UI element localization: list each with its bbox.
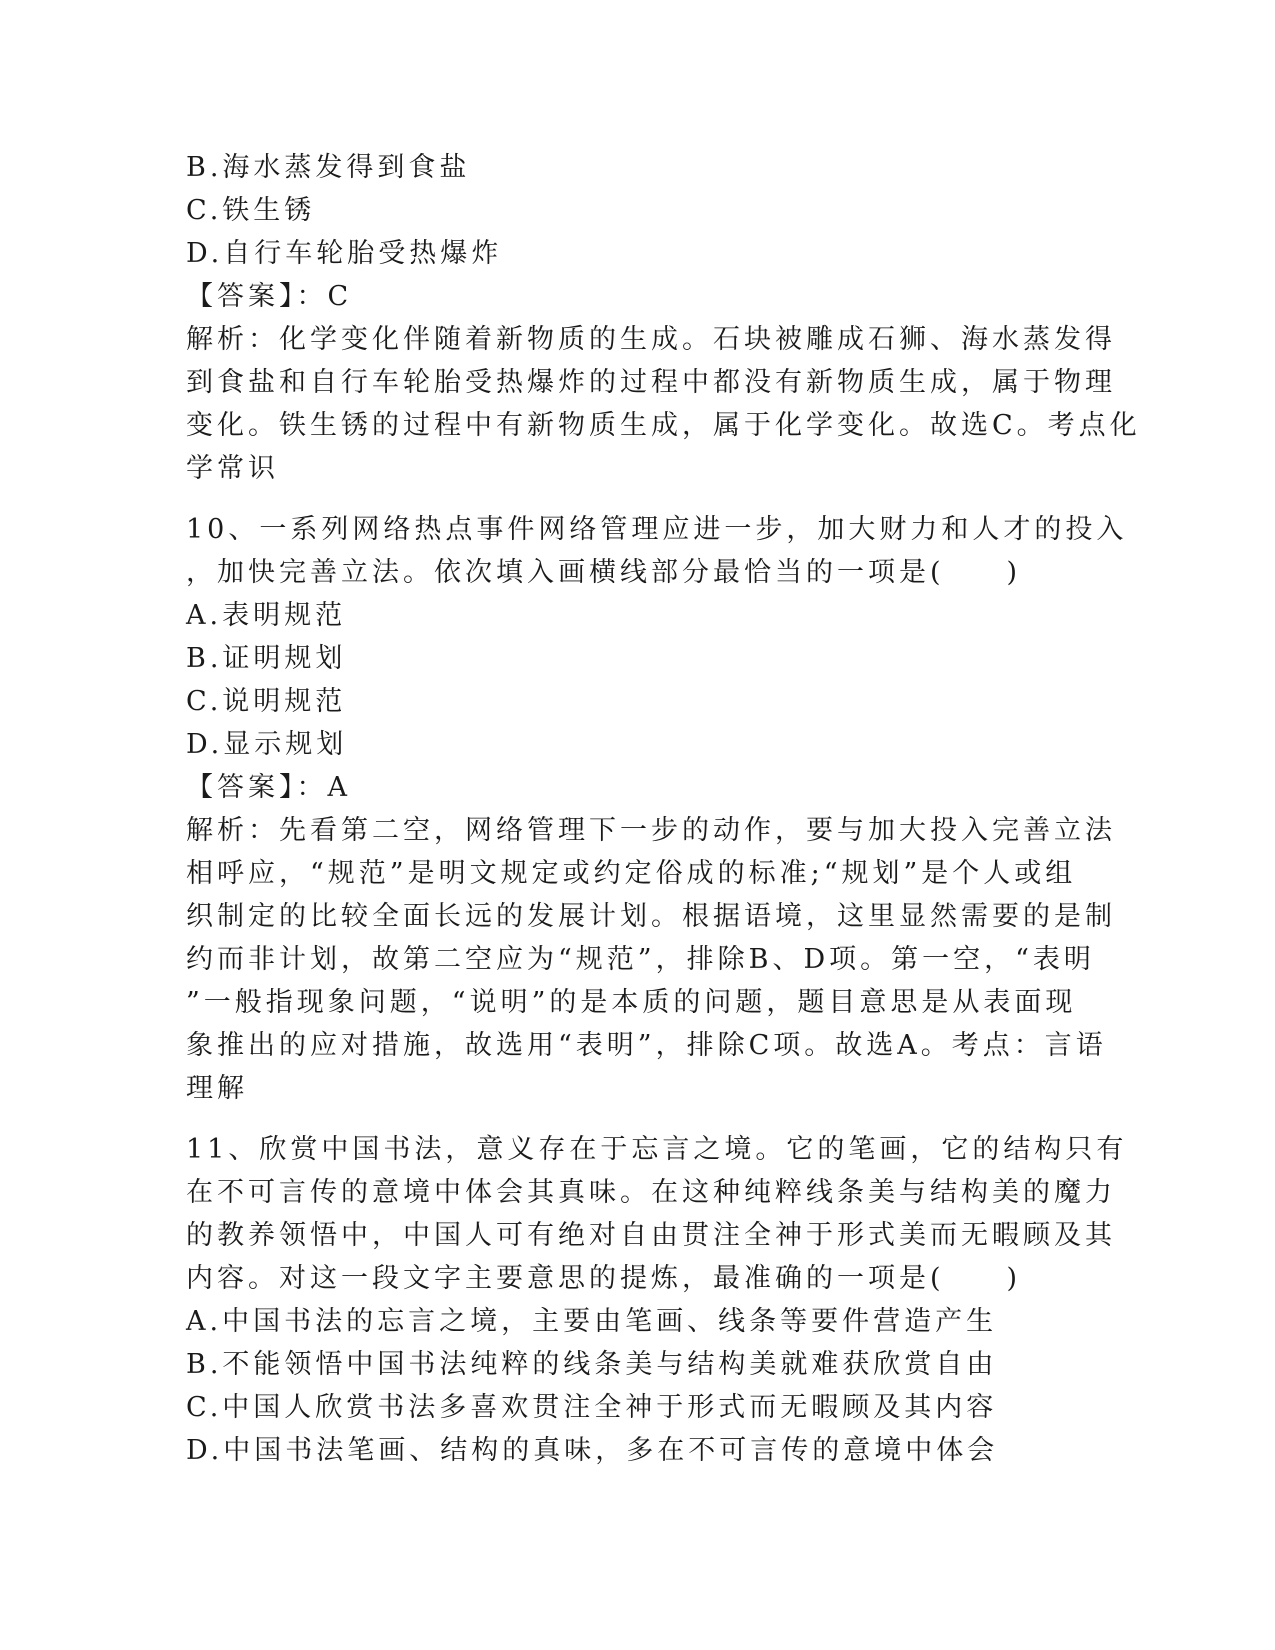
- q10-explanation-line: 理解: [186, 1073, 248, 1104]
- q9-option-d: D.自行车轮胎受热爆炸: [186, 238, 503, 269]
- q10-explanation-line: 约而非计划，故第二空应为“规范”，排除B、D项。第一空，“表明: [186, 944, 1095, 975]
- q9-option-c: C.铁生锈: [186, 195, 316, 226]
- q10-stem-line: 10、一系列网络热点事件网络管理应进一步，加大财力和人才的投入: [186, 514, 1128, 545]
- q11-option-a: A.中国书法的忘言之境，主要由笔画、线条等要件营造产生: [186, 1306, 998, 1337]
- q9-answer: 【答案】：C: [186, 281, 353, 312]
- question-spacer: [186, 1110, 1086, 1128]
- q9-option-b: B.海水蒸发得到食盐: [186, 152, 471, 183]
- q10-explanation-line: 相呼应，“规范”是明文规定或约定俗成的标准;“规划”是个人或组: [186, 858, 1077, 889]
- q9-explanation-line: 变化。铁生锈的过程中有新物质生成，属于化学变化。故选C。考点化: [186, 410, 1141, 441]
- q10-explanation-line: 解析：先看第二空，网络管理下一步的动作，要与加大投入完善立法: [186, 815, 1116, 846]
- q10-explanation-line: ”一般指现象问题，“说明”的是本质的问题，题目意思是从表面现: [186, 987, 1077, 1018]
- q10-option-d: D.显示规划: [186, 729, 348, 760]
- question-11: [186, 1128, 1128, 1472]
- q9-explanation-line: 到食盐和自行车轮胎受热爆炸的过程中都没有新物质生成，属于物理: [186, 367, 1116, 398]
- q11-option-b: B.不能领悟中国书法纯粹的线条美与结构美就难获欣赏自由: [186, 1349, 998, 1380]
- q11-stem-line: 内容。对这一段文字主要意思的提炼，最准确的一项是( ): [186, 1263, 1022, 1294]
- document-body: [186, 146, 1141, 1472]
- q9-explanation-line: 解析：化学变化伴随着新物质的生成。石块被雕成石狮、海水蒸发得: [186, 324, 1116, 355]
- q10-option-c: C.说明规范: [186, 686, 347, 717]
- q9-explanation-line: 学常识: [186, 453, 279, 484]
- q10-stem-line: ，加快完善立法。依次填入画横线部分最恰当的一项是( ): [186, 557, 1022, 588]
- q11-stem-line: 在不可言传的意境中体会其真味。在这种纯粹线条美与结构美的魔力: [186, 1177, 1116, 1208]
- q10-answer: 【答案】：A: [186, 772, 351, 803]
- q10-explanation-line: 织制定的比较全面长远的发展计划。根据语境，这里显然需要的是制: [186, 901, 1116, 932]
- q11-option-d: D.中国书法笔画、结构的真味，多在不可言传的意境中体会: [186, 1435, 999, 1466]
- q10-explanation-line: 象推出的应对措施，故选用“表明”，排除C项。故选A。考点：言语: [186, 1030, 1107, 1061]
- q11-stem-line: 的教养领悟中，中国人可有绝对自由贯注全神于形式美而无暇顾及其: [186, 1220, 1116, 1251]
- question-spacer: [186, 490, 1086, 508]
- question-9: [186, 146, 1141, 490]
- q10-option-a: A.表明规范: [186, 600, 347, 631]
- q11-stem-line: 11、欣赏中国书法，意义存在于忘言之境。它的笔画，它的结构只有: [186, 1134, 1128, 1165]
- question-10: [186, 508, 1128, 1110]
- q10-option-b: B.证明规划: [186, 643, 347, 674]
- q11-option-c: C.中国人欣赏书法多喜欢贯注全神于形式而无暇顾及其内容: [186, 1392, 998, 1423]
